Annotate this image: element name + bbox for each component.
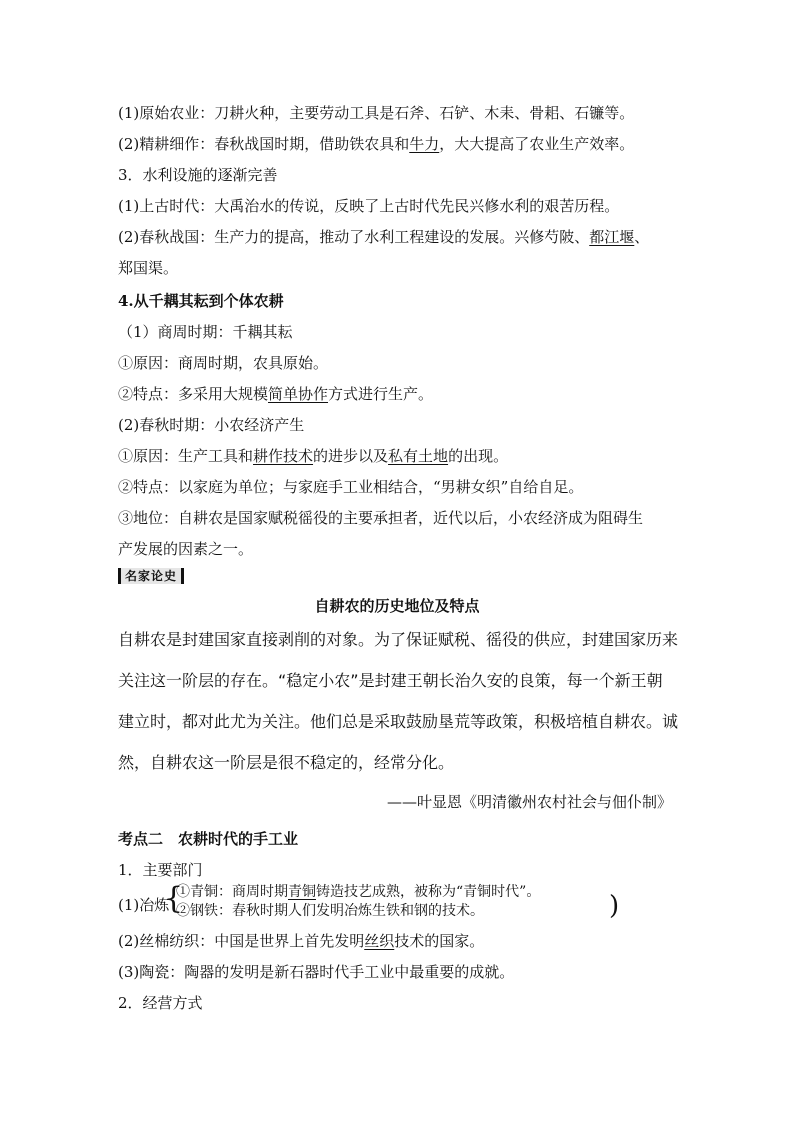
underlined-term: 牛力 bbox=[409, 135, 440, 153]
reason-line bbox=[118, 446, 508, 466]
subsection-heading bbox=[118, 860, 203, 880]
text: ③地位：自耕农是国家赋税徭役的主要承担者，近代以后，小农经济成为阻碍生 bbox=[118, 509, 644, 527]
text: 建立时，都对此尤为关注。他们总是采取鼓励垦荒等政策，积极培植自耕农。诚 bbox=[118, 712, 679, 731]
underlined-term: 私有土地 bbox=[388, 447, 449, 465]
topic-heading bbox=[118, 829, 298, 849]
silk-line bbox=[118, 931, 484, 951]
text: (2)精耕细作：春秋战国时期，借助铁农具和 bbox=[118, 135, 410, 153]
heading-text: 2．经营方式 bbox=[118, 994, 203, 1012]
essay-title bbox=[0, 596, 794, 616]
tag-text: 名家论史 bbox=[125, 569, 178, 583]
subsection-heading bbox=[118, 993, 203, 1013]
text: （1）商周时期：千耦其耘 bbox=[118, 323, 293, 341]
text: ②特点：以家庭为单位；与家庭手工业相结合，“男耕女织”自给自足。 bbox=[118, 478, 584, 496]
text: (2)春秋时期：小农经济产生 bbox=[118, 416, 305, 434]
feature-line bbox=[118, 477, 583, 497]
heading-text: 3．水利设施的逐渐完善 bbox=[118, 166, 278, 184]
primitive-agriculture-line bbox=[118, 103, 634, 123]
text: ①青铜：商周时期 bbox=[176, 884, 288, 900]
feature-line bbox=[118, 384, 433, 404]
text: ②钢铁：春秋时期人们发明冶炼生铁和钢的技术。 bbox=[176, 903, 484, 919]
bronze-line bbox=[176, 884, 540, 901]
status-line bbox=[118, 508, 643, 528]
right-paren-icon: ) bbox=[609, 891, 620, 921]
heading-text: 4.从千耦其耘到个体农耕 bbox=[118, 292, 284, 310]
text: 产发展的因素之一。 bbox=[118, 540, 254, 558]
intensive-farming-line bbox=[118, 134, 634, 154]
citation bbox=[387, 792, 672, 812]
steel-line bbox=[176, 903, 484, 920]
text: ，大大提高了农业生产效率。 bbox=[439, 135, 635, 153]
heading-text: 1．主要部门 bbox=[118, 861, 203, 879]
spring-autumn-period-line bbox=[118, 415, 304, 435]
text: 的进步以及 bbox=[313, 447, 389, 465]
shang-zhou-line bbox=[118, 322, 293, 342]
text: ①原因：商周时期，农具原始。 bbox=[118, 354, 329, 372]
heading-text: 考点二 农耕时代的手工业 bbox=[118, 830, 299, 848]
text: (1)原始农业：刀耕火种，主要劳动工具是石斧、石铲、木耒、骨耜、石镰等。 bbox=[118, 104, 635, 122]
text: (2)丝棉纺织：中国是世界上首先发明 bbox=[118, 932, 365, 950]
text: 郑国渠。 bbox=[118, 259, 179, 277]
section-tag bbox=[118, 568, 184, 584]
text: (1)冶炼 bbox=[118, 896, 170, 914]
essay-line bbox=[118, 630, 678, 650]
spring-autumn-line bbox=[118, 227, 649, 247]
left-brace-icon: { bbox=[164, 881, 184, 916]
status-line-cont bbox=[118, 539, 253, 559]
underlined-term: 丝织 bbox=[364, 932, 395, 950]
essay-line bbox=[118, 753, 454, 773]
text: ①原因：生产工具和 bbox=[118, 447, 254, 465]
underlined-term: 青铜 bbox=[288, 884, 316, 900]
text: 、 bbox=[634, 228, 650, 246]
title-text: 自耕农的历史地位及特点 bbox=[314, 597, 480, 615]
pottery-line bbox=[118, 962, 514, 982]
reason-line bbox=[118, 353, 328, 373]
underlined-term: 都江堰 bbox=[589, 228, 635, 246]
section-heading bbox=[118, 291, 284, 311]
essay-line bbox=[118, 712, 678, 732]
ancient-times-line bbox=[118, 196, 619, 216]
text: 铸造技艺成熟，被称为“青铜时代”。 bbox=[316, 884, 541, 900]
text: 关注这一阶层的存在。“稳定小农”是封建王朝长治久安的良策，每一个新王朝 bbox=[118, 671, 663, 690]
text: ②特点：多采用大规模 bbox=[118, 385, 269, 403]
text: 自耕农是封建国家直接剥削的对象。为了保证赋税、徭役的供应，封建国家历来 bbox=[118, 630, 679, 649]
text: (2)春秋战国：生产力的提高，推动了水利工程建设的发展。兴修芍陂、 bbox=[118, 228, 590, 246]
text: 方式进行生产。 bbox=[328, 385, 434, 403]
text: (1)上古时代：大禹治水的传说，反映了上古时代先民兴修水利的艰苦历程。 bbox=[118, 197, 620, 215]
section-heading bbox=[118, 165, 278, 185]
spring-autumn-line-cont bbox=[118, 258, 178, 278]
citation-text: ——叶显恩《明清徽州农村社会与佃仆制》 bbox=[386, 793, 672, 811]
text: 然，自耕农这一阶层是很不稳定的，经常分化。 bbox=[118, 753, 455, 772]
underlined-term: 耕作技术 bbox=[253, 447, 314, 465]
underlined-term: 简单协作 bbox=[268, 385, 329, 403]
text: 的出现。 bbox=[448, 447, 509, 465]
text: 技术的国家。 bbox=[394, 932, 485, 950]
text: (3)陶瓷：陶器的发明是新石器时代手工业中最重要的成就。 bbox=[118, 963, 515, 981]
smelting-label bbox=[118, 895, 169, 915]
essay-line bbox=[118, 671, 663, 691]
